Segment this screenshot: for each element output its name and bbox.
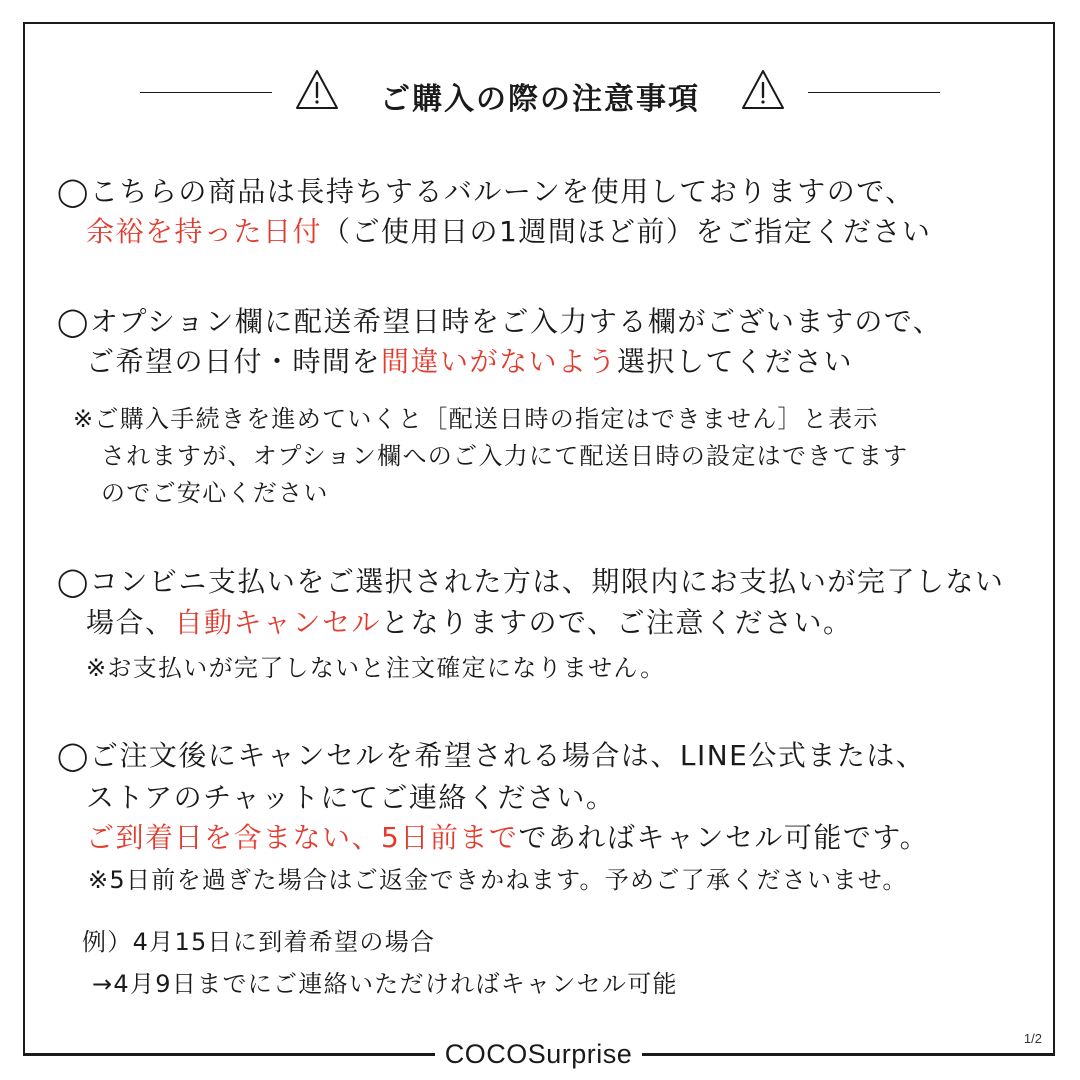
notice-3-line-1: ◯コンビニ支払いをご選択された方は、期限内にお支払いが完了しない <box>57 565 1005 598</box>
notice-4-line-2: ストアのチャットにてご連絡ください。 <box>86 781 616 814</box>
emphasis-text: 自動キャンセル <box>174 606 382 639</box>
emphasis-text: ご到着日を含まない、5日前まで <box>86 821 519 854</box>
page-title: ご購入の際の注意事項 <box>380 82 700 117</box>
notice-4-note-1: ※5日前を過ぎた場合はご返金できかねます。予めご了承くださいませ。 <box>88 866 908 894</box>
example-line-1: 例）4月15日に到着希望の場合 <box>82 928 436 956</box>
notice-text: 選択してください <box>617 345 854 378</box>
notice-2-line-1: ◯オプション欄に配送希望日時をご入力する欄がございますので、 <box>57 305 943 338</box>
notice-2-line-2 <box>86 344 853 380</box>
emphasis-text: 余裕を持った日付 <box>86 215 323 248</box>
notice-3-line-2 <box>86 605 852 641</box>
notice-2-note-2: されますが、オプション欄へのご入力にて配送日時の設定はできてます <box>101 442 909 470</box>
footer-rule-right <box>642 1055 1055 1056</box>
notice-1-line-2 <box>86 214 931 250</box>
notice-text: ご希望の日付・時間を <box>86 345 382 378</box>
notice-4-line-1: ◯ご注文後にキャンセルを希望される場合は、LINE公式または、 <box>57 739 926 772</box>
notice-4-line-3 <box>86 820 929 856</box>
notice-3-note-1: ※お支払いが完了しないと注文確定になりません。 <box>86 654 666 682</box>
header <box>0 68 1080 118</box>
notice-text: （ご使用日の1週間ほど前）をご指定ください <box>322 215 932 248</box>
title-rule-right <box>808 92 940 93</box>
notice-text: であればキャンセル可能です。 <box>518 821 930 854</box>
warning-triangle-icon <box>740 68 786 112</box>
warning-triangle-icon <box>294 68 340 112</box>
notice-2-note-1: ※ご購入手続きを進めていくと［配送日時の指定はできません］と表示 <box>73 405 879 433</box>
footer-rule-left <box>23 1055 435 1056</box>
notice-text: 場合、 <box>86 606 175 639</box>
title-rule-left <box>140 92 272 93</box>
notice-2-note-3: のでご安心ください <box>101 479 329 507</box>
notice-1-line-1: ◯こちらの商品は長持ちするバルーンを使用しておりますので、 <box>57 175 915 208</box>
notice-text: となりますので、ご注意ください。 <box>381 606 853 639</box>
brand-logo-text: COCOSurprise <box>444 1039 633 1069</box>
example-line-2: →4月9日までにご連絡いただければキャンセル可能 <box>92 970 678 998</box>
page-number: 1/2 <box>1023 1031 1042 1046</box>
emphasis-text: 間違いがないよう <box>381 345 618 378</box>
